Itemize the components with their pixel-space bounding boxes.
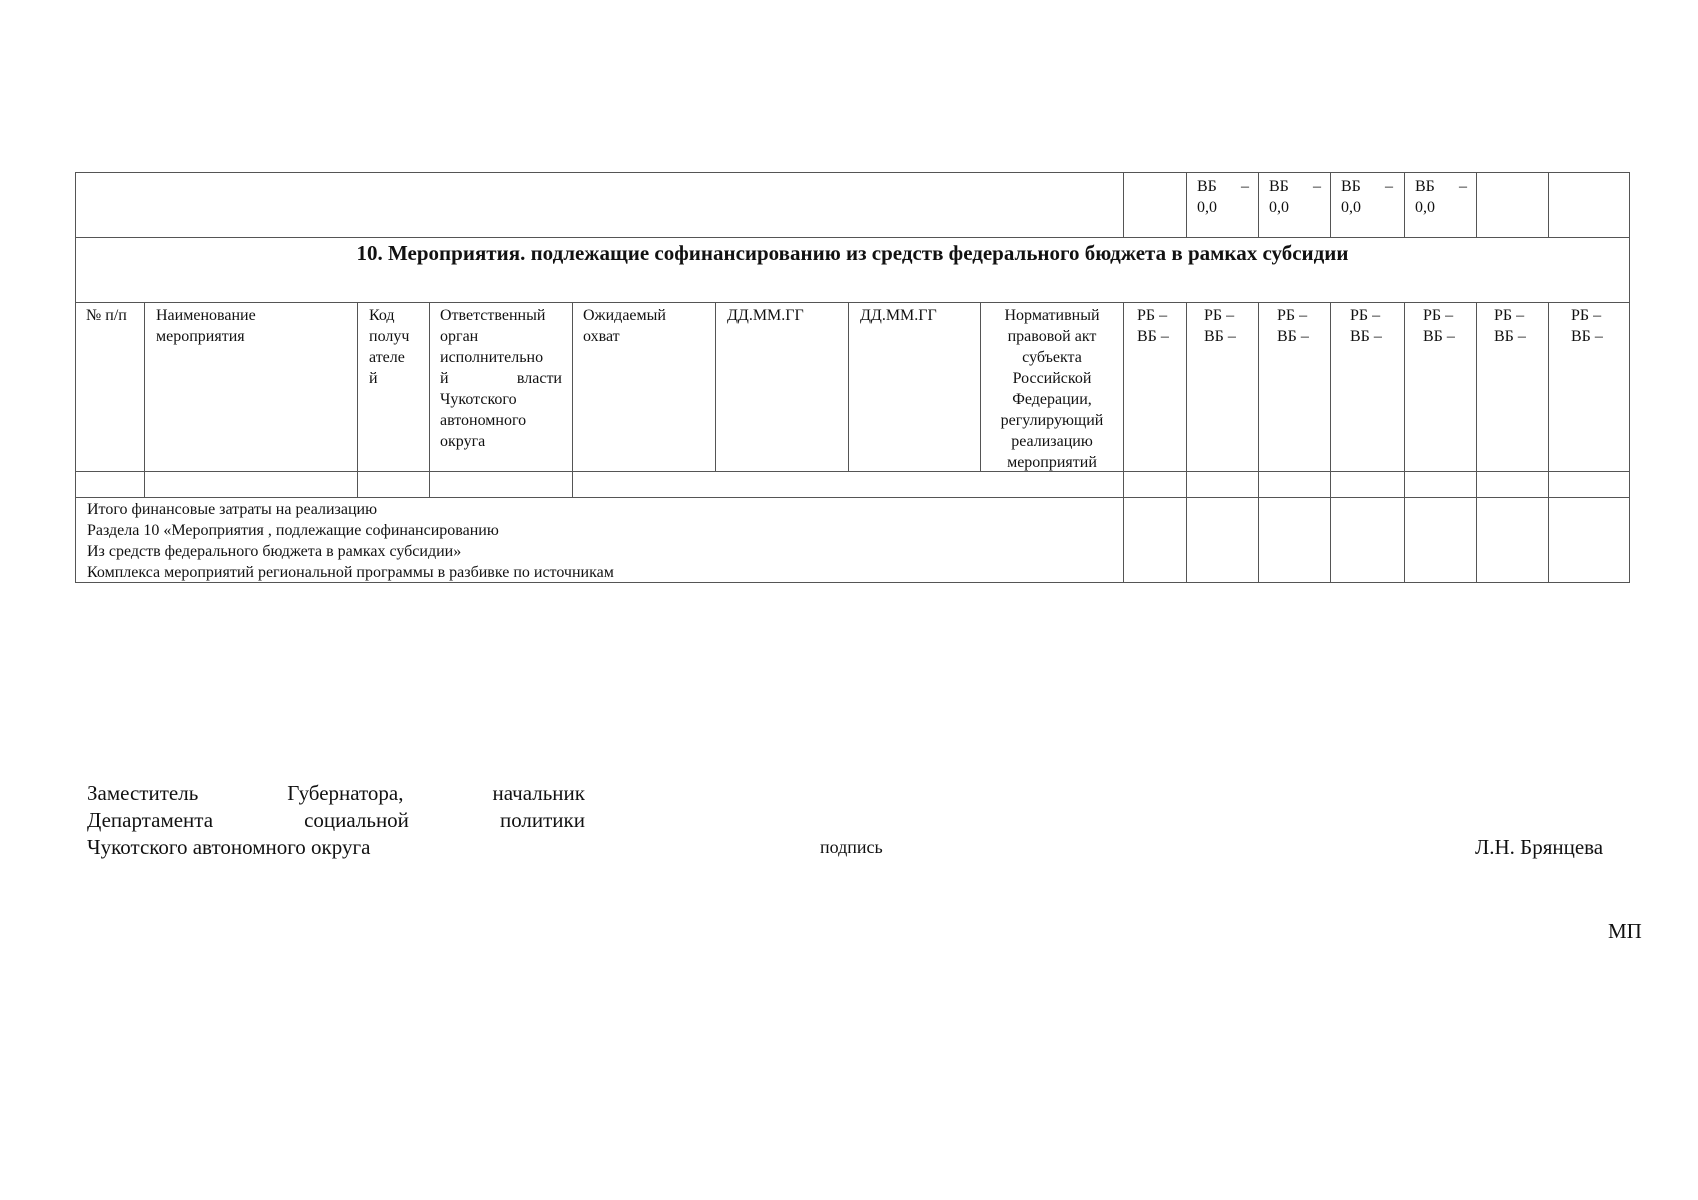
header-responsible: Ответственный орган исполнительно й власти Чукотского автономного округа <box>440 307 562 450</box>
header-rb-vb: РБ – ВБ – <box>1423 307 1455 345</box>
section-title: 10. Мероприятия. подлежащие софинансированию из средств федерального бюджета в рамках субсидии <box>356 241 1349 265</box>
header-rb-vb: РБ – ВБ – <box>1137 307 1169 345</box>
signature-label: подпись <box>820 837 883 857</box>
total-row-label: Итого финансовые затраты на реализацию Раздела 10 «Мероприятия , подлежащие софинансированию Из средств федерального бюджета в рамках субсидии» Комплекса мероприятий региональной программы в разбивке по источникам <box>87 501 614 581</box>
header-rb-vb: РБ – ВБ – <box>1204 307 1236 345</box>
header-rb-vb: РБ – ВБ – <box>1277 307 1309 345</box>
header-name: Наименование мероприятия <box>156 307 256 345</box>
stamp-placeholder: МП <box>1608 919 1642 943</box>
signer-name: Л.Н. Брянцева <box>1475 835 1604 859</box>
vb-cell: ВБ – 0,0 <box>1415 178 1467 216</box>
signer-position: Заместитель Губернатора, начальник Департамента социальной политики Чукотского автономного округа <box>87 781 585 859</box>
header-code: Код получ ателе й <box>369 307 410 387</box>
header-rb-vb: РБ – ВБ – <box>1350 307 1382 345</box>
header-rb-vb: РБ – ВБ – <box>1571 307 1603 345</box>
vb-cell: ВБ – 0,0 <box>1341 178 1393 216</box>
header-num: № п/п <box>86 307 127 324</box>
vb-cell: ВБ – 0,0 <box>1269 178 1321 216</box>
header-date-start: ДД.ММ.ГГ <box>727 307 804 324</box>
vb-cell: ВБ – 0,0 <box>1197 178 1249 216</box>
header-coverage: Ожидаемый охват <box>583 307 666 345</box>
header-rb-vb: РБ – ВБ – <box>1494 307 1526 345</box>
header-legal-act: Нормативный правовой акт субъекта Российской Федерации, регулирующий реализацию мероприятий <box>1000 307 1104 471</box>
header-date-end: ДД.ММ.ГГ <box>860 307 937 324</box>
